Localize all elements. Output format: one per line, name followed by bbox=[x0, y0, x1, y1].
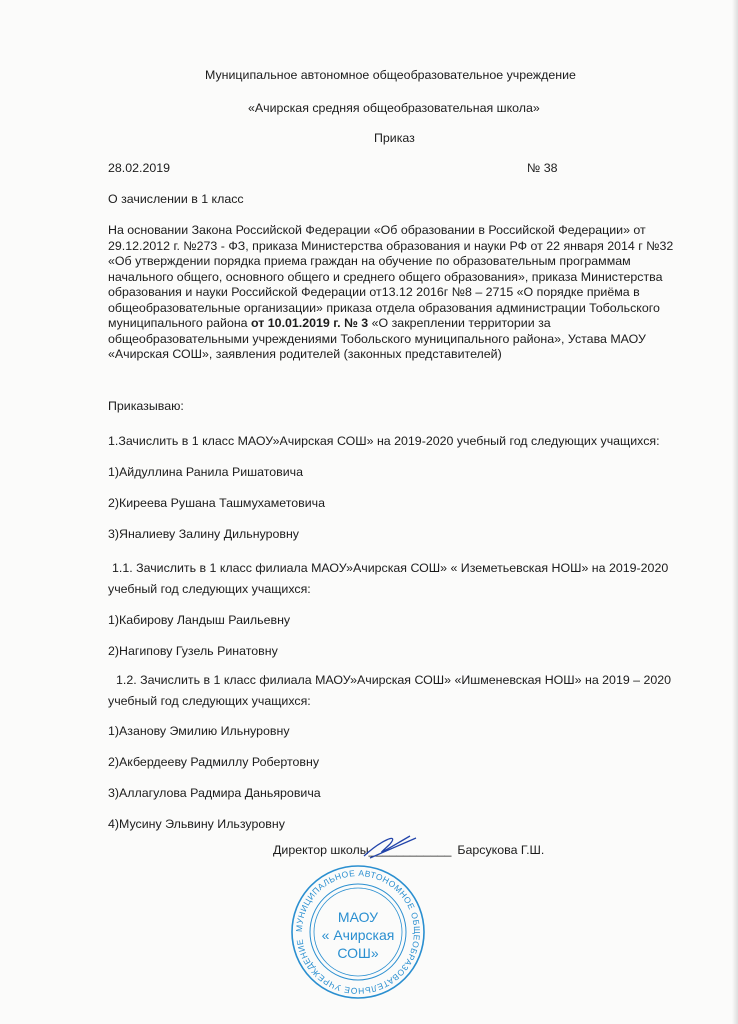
section-1-1-title: учебный год следующих учащихся: bbox=[108, 582, 311, 596]
basis-line: «Ачирская СОШ», заявления родителей (законных представителей) bbox=[108, 347, 502, 361]
order-subject: О зачислении в 1 класс bbox=[108, 192, 244, 206]
order-number: № 38 bbox=[527, 161, 558, 175]
basis-line: образования и науки Российской Федерации от13.12 2016г №8 – 2715 «О порядке приёма в bbox=[108, 285, 640, 299]
section-1-2-title: учебный год следующих учащихся: bbox=[108, 694, 311, 708]
student-item: 2)Киреева Рушана Ташмухаметовича bbox=[108, 496, 325, 510]
basis-line: общеобразовательными учреждениями Тобольского муниципального района», Устава МАОУ bbox=[108, 331, 646, 346]
section-1-title: 1.Зачислить в 1 класс МАОУ»Ачирская СОШ» на 2019-2020 учебный год следующих учащихся: bbox=[108, 434, 660, 448]
stamp-ring-text: МУНИЦИПАЛЬНОЕ АВТОНОМНОЕ ОБЩЕОБРАЗОВАТЕЛЬНОЕ УЧРЕЖДЕНИЕ bbox=[293, 867, 423, 997]
director-role: Директор школы bbox=[273, 843, 369, 857]
director-name: Барсукова Г.Ш. bbox=[457, 843, 545, 857]
student-item: 3)Аллагулова Радмира Даньяровича bbox=[108, 786, 321, 800]
signature-scribble bbox=[360, 826, 420, 860]
basis-line: «Об утверждении порядка приема граждан на обучение по образовательным программам bbox=[108, 254, 631, 268]
order-date: 28.02.2019 bbox=[108, 161, 171, 175]
basis-line bbox=[108, 316, 551, 331]
stamp-center-line: МАОУ bbox=[337, 909, 379, 925]
basis-line: начального общего, основного общего и среднего общего образования», приказа Министерства bbox=[108, 269, 663, 284]
section-1-1-title: 1.1. Зачислить в 1 класс филиала МАОУ»Ачирская СОШ» « Иземетьевская НОШ» на 2019-2020 bbox=[112, 561, 669, 575]
student-item: 2)Акбердееву Радмиллу Робертовну bbox=[108, 755, 320, 769]
basis-line: 29.12.2012 г. №273 - ФЗ, приказа Министерства образования и науки РФ от 22 января 2014 г №32 bbox=[108, 238, 674, 253]
order-word: Приказываю: bbox=[108, 399, 184, 413]
basis-line: На основании Закона Российской Федерации «Об образовании в Российской Федерации» от bbox=[108, 223, 646, 237]
doc-type: Приказ bbox=[374, 131, 415, 145]
student-item: 2)Нагипову Гузель Ринатовну bbox=[108, 644, 278, 658]
student-item: 3)Яналиеву Залину Дильнуровну bbox=[108, 527, 299, 541]
basis-line: общеобразовательные организации» приказа отдела образования администрации Тобольского bbox=[108, 300, 660, 315]
basis-text: «О закреплении территории за bbox=[368, 316, 551, 330]
section-1-2-title: 1.2. Зачислить в 1 класс филиала МАОУ»Ачирская СОШ» «Ишменевская НОШ» на 2019 – 2020 bbox=[116, 673, 672, 687]
student-item: 4)Мусину Эльвину Ильзуровну bbox=[108, 817, 285, 831]
student-item: 1)Айдуллина Ранила Ришатовича bbox=[108, 465, 304, 479]
basis-text: муниципального района bbox=[108, 316, 252, 330]
scan-edge bbox=[732, 0, 738, 1024]
basis-bold-ref: от 10.01.2019 г. № 3 bbox=[251, 316, 369, 330]
stamp-center-line: « Ачирская bbox=[321, 927, 395, 943]
stamp-center-line: СОШ» bbox=[337, 945, 379, 961]
student-item: 1)Азанову Эмилию Ильнуровну bbox=[108, 724, 290, 738]
student-item: 1)Кабирову Ландыш Раильевну bbox=[108, 613, 291, 627]
org-name: Муниципальное автономное общеобразовательное учреждение bbox=[205, 68, 576, 82]
school-stamp bbox=[290, 864, 426, 1000]
signature-blank: ____________ bbox=[368, 843, 452, 857]
school-name: «Ачирская средняя общеобразовательная школа» bbox=[248, 101, 540, 115]
